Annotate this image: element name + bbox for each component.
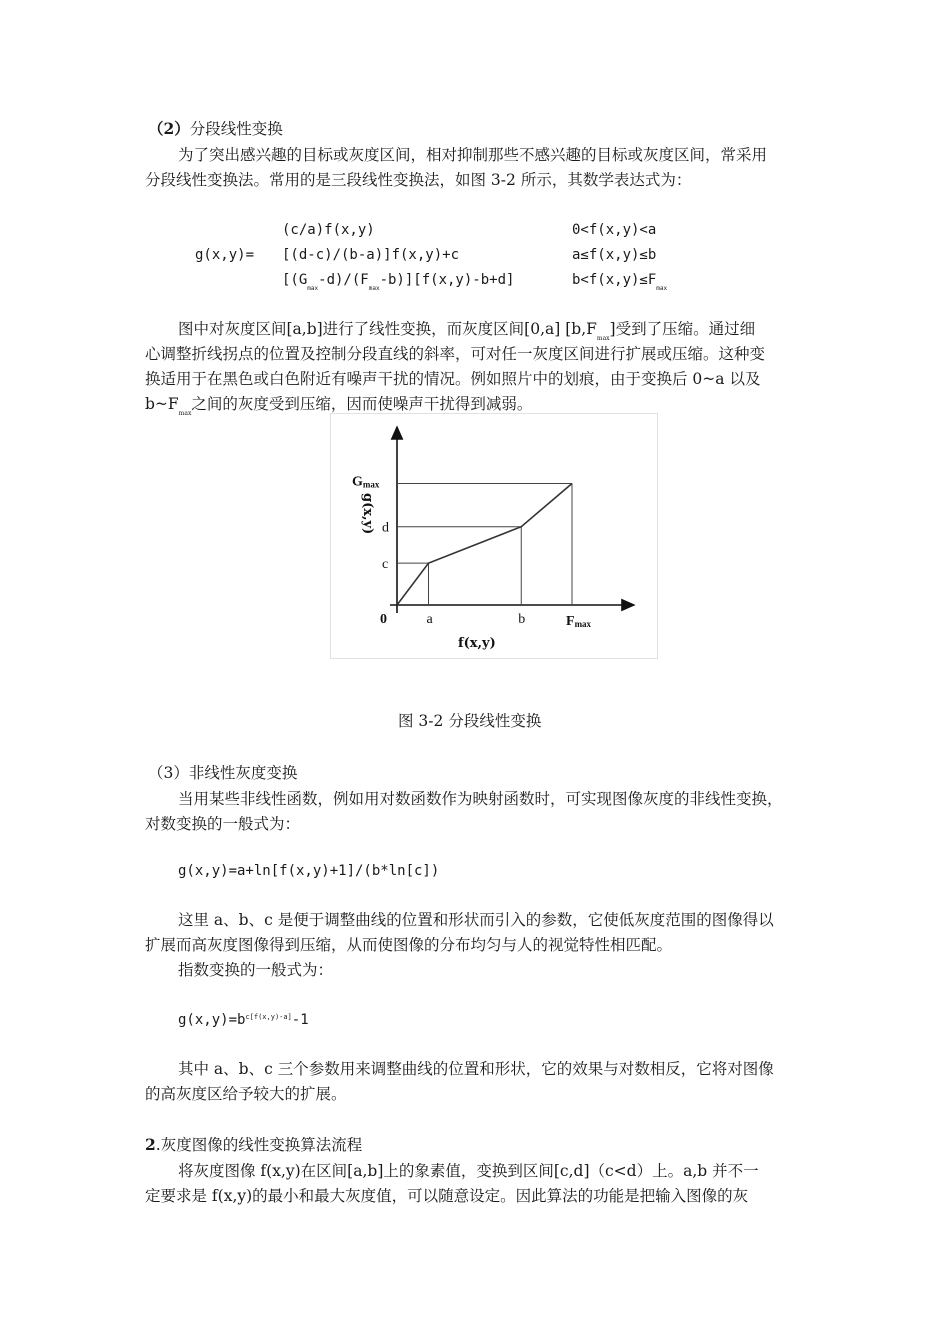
eq-r3-part-a: [(G (282, 272, 308, 288)
sec2-para2-line4-b: 之间的灰度受到压缩，因而使噪声干扰得到减弱。 (191, 395, 533, 413)
figure-caption: 图 3-2 分段线性变换 (398, 712, 542, 730)
sec4-para1-line1: 将灰度图像 f(x,y)在区间[a,b]上的象素值，变换到区间[c,d]（c<d）上。a,b 并不一 (178, 1162, 759, 1180)
formula-exp-b: -1 (291, 1012, 309, 1028)
tick-d-label: d (382, 520, 389, 536)
sec2-para2-line4-sub: max (178, 410, 192, 417)
sec3-para1-line2: 对数变换的一般式为： (145, 815, 301, 833)
section-2-number: （2） (148, 119, 190, 138)
condition-3-text: b<f(x,y)≤F (572, 272, 657, 288)
tick-fmax-label: Fmax (566, 614, 592, 629)
section-algo-title: .灰度图像的线性变换算法流程 (155, 1136, 363, 1154)
equation-lhs: g(x,y)= (195, 247, 255, 263)
sec2-para1-line1: 为了突出感兴趣的目标或灰度区间，相对抑制那些不感兴趣的目标或灰度区间，常采用 (178, 146, 768, 164)
eq-r3-sub-1: max (307, 285, 319, 292)
formula-exp-sup: c[f(x,y)-a] (245, 1013, 292, 1021)
section-2-title: 分段线性变换 (189, 120, 283, 138)
sec2-para2-line4-a: b~F (145, 395, 179, 413)
eq-r3-sub-2: max (368, 285, 380, 292)
sec2-para2-line1-a: 图中对灰度区间[a,b]进行了线性变换，而灰度区间[0,a] [b,F (178, 320, 597, 338)
section-algo-number: 2 (145, 1135, 156, 1154)
condition-1: 0<f(x,y)<a (572, 222, 657, 238)
sec3-para4-line1: 其中 a、b、c 三个参数用来调整曲线的位置和形状，它的效果与对数相反，它将对图像 (178, 1060, 774, 1078)
condition-3-sub: max (656, 285, 668, 292)
section-2-heading (148, 119, 283, 139)
eq-r3-part-b: -d)/(F (318, 272, 369, 288)
sec2-para2-line1 (178, 319, 755, 343)
sec3-para4-line2: 的高灰度区给予较大的扩展。 (145, 1085, 347, 1103)
sec2-para2-line1-b: ]受到了压缩。通过细 (609, 320, 756, 338)
equation-row-3 (282, 270, 514, 293)
figure-svg (330, 413, 658, 659)
sec3-para1-line1: 当用某些非线性函数，例如用对数函数作为映射函数时，可实现图像灰度的非线性变换， (178, 790, 783, 808)
sec2-para2-line3: 换适用于在黑色或白色附近有噪声干扰的情况。例如照片中的划痕，由于变换后 0~a 以及 (145, 370, 761, 388)
formula-exp-a: g(x,y)=b (178, 1012, 246, 1028)
origin-label: 0 (380, 612, 387, 627)
sec3-para2-line2: 扩展而高灰度图像得到压缩，从而使图像的分布均匀与人的视觉特性相匹配。 (145, 936, 673, 954)
sec3-para3: 指数变换的一般式为： (178, 961, 334, 979)
sec4-para1-line2: 定要求是 f(x,y)的最小和最大灰度值，可以随意设定。因此算法的功能是把输入图像的灰 (145, 1187, 749, 1205)
tick-b-label: b (518, 612, 526, 627)
sec2-para2-line2: 心调整折线拐点的位置及控制分段直线的斜率，可对任一灰度区间进行扩展或压缩。这种变 (145, 345, 766, 363)
figure-piecewise-linear (330, 413, 658, 659)
condition-3 (572, 270, 667, 293)
tick-gmax-label: Gmax (352, 474, 380, 490)
formula-exp (178, 1010, 309, 1032)
sec2-para1-line2: 分段线性变换法。常用的是三段线性变换法，如图 3-2 所示，其数学表达式为： (145, 171, 692, 189)
x-axis-label: f(x,y) (458, 636, 496, 651)
tick-a-label: a (426, 612, 433, 627)
condition-2: a≤f(x,y)≤b (572, 247, 657, 263)
y-axis-label: g(x,y) (360, 493, 375, 535)
formula-log: g(x,y)=a+ln[f(x,y)+1]/(b*ln[c]) (178, 863, 440, 879)
tick-c-label: c (382, 557, 389, 573)
sec2-para2-line1-sub: max (596, 335, 610, 342)
sec3-para2-line1: 这里 a、b、c 是便于调整曲线的位置和形状而引入的参数，它使低灰度范围的图像得以 (178, 911, 774, 929)
section-3-heading: （3）非线性灰度变换 (148, 764, 298, 782)
eq-r3-part-c: -b)][f(x,y)-b+d] (379, 272, 515, 288)
equation-row-1: (c/a)f(x,y) (282, 222, 375, 238)
section-algo-heading (145, 1135, 362, 1155)
equation-row-2: [(d-c)/(b-a)]f(x,y)+c (282, 247, 460, 263)
